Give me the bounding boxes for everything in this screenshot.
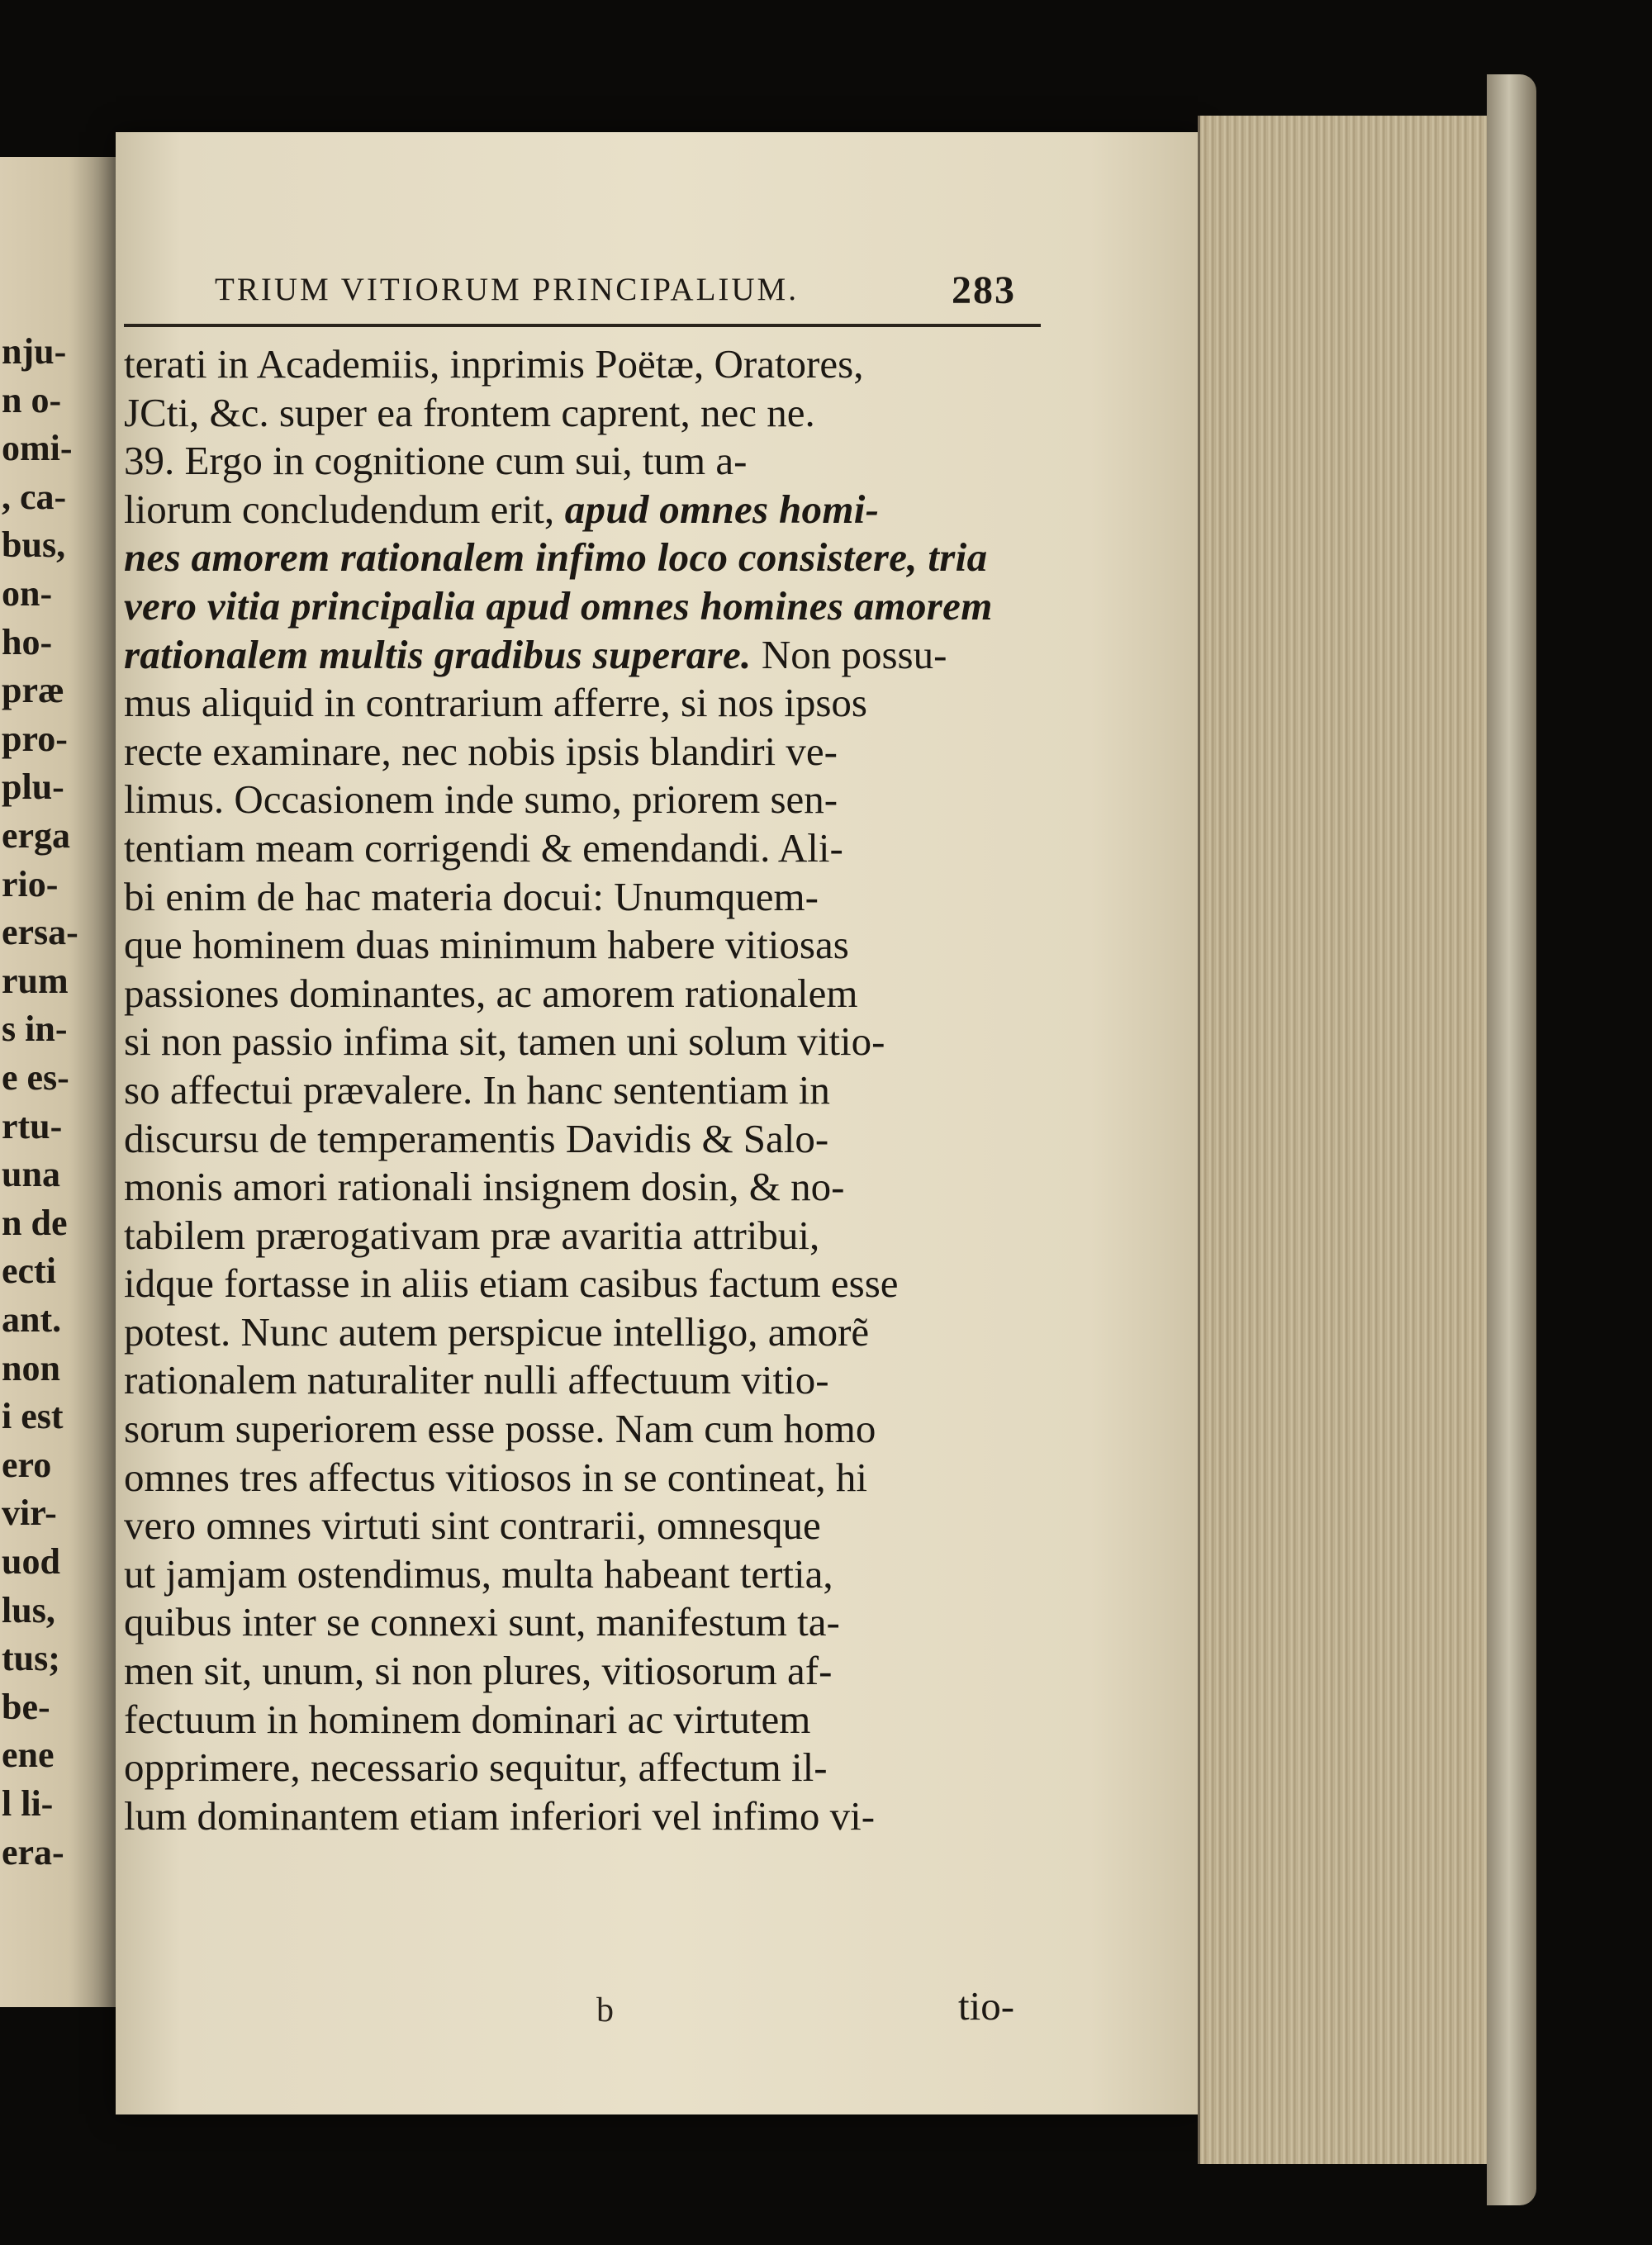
facing-page-fragment: non [2, 1347, 60, 1388]
facing-page-fragment: rum [2, 960, 69, 1001]
text-run: tentiam meam corrigendi & emendandi. Ali- [124, 824, 843, 871]
facing-page-fragment: l li- [2, 1783, 54, 1824]
facing-page-fragment: i est [2, 1396, 64, 1437]
facing-page-fragment: plu- [2, 767, 64, 808]
facing-page-fragment: n de [2, 1202, 68, 1243]
text-line [124, 1356, 1032, 1405]
text-run: lum dominantem etiam inferiori vel infimo vi- [124, 1792, 876, 1839]
facing-page-fragment: nju- [2, 331, 67, 372]
facing-page-fragment: rtu- [2, 1105, 63, 1146]
text-run: que hominem duas minimum habere vitiosas [124, 922, 849, 968]
book-cover-edge [1487, 74, 1536, 2205]
text-line [124, 1598, 1032, 1647]
text-line [124, 1066, 1032, 1115]
page-number: 283 [952, 268, 1016, 312]
page-block-edges [1198, 116, 1498, 2164]
text-run: so affectui prævalere. In hanc sententiam in [124, 1066, 830, 1113]
body-text [124, 340, 1032, 1840]
text-run: JCti, &c. super ea frontem caprent, nec ne. [124, 389, 815, 435]
text-run: monis amori rationali insignem dosin, & no- [124, 1164, 845, 1210]
text-run: ut jamjam ostendimus, multa habeant tertia, [124, 1550, 833, 1597]
facing-page-fragment: ho- [2, 621, 53, 662]
text-line [124, 389, 1032, 438]
text-run: 39. Ergo in cognitione cum sui, tum a- [124, 438, 748, 484]
text-line [124, 1502, 1032, 1550]
text-run: si non passio infima sit, tamen uni solum vitio- [124, 1018, 885, 1065]
facing-page-fragment: uod [2, 1541, 60, 1582]
text-line [124, 582, 1032, 631]
facing-page-fragment: bus, [2, 524, 66, 566]
text-run: fectuum in hominem dominari ac virtutem [124, 1696, 811, 1742]
facing-page-fragment: tus; [2, 1638, 60, 1679]
text-line [124, 776, 1032, 824]
text-run: bi enim de hac materia docui: Unumquem- [124, 873, 819, 919]
text-line [124, 1115, 1032, 1164]
text-run: idque fortasse in aliis etiam casibus factum esse [124, 1260, 899, 1307]
text-line [124, 1647, 1032, 1696]
text-run: opprimere, necessario sequitur, affectum il- [124, 1744, 828, 1791]
text-run: discursu de temperamentis Davidis & Salo- [124, 1115, 829, 1161]
text-line [124, 631, 1032, 680]
text-run: mus aliquid in contrarium afferre, si nos ipsos [124, 680, 867, 726]
text-line [124, 534, 1032, 582]
facing-page-fragment: præ [2, 670, 64, 711]
italic-text-run: rationalem multis gradibus superare. [124, 631, 752, 677]
facing-page-fragment: rio- [2, 863, 59, 904]
text-line [124, 1018, 1032, 1066]
facing-page-fragment: s in- [2, 1009, 68, 1050]
text-line [124, 1454, 1032, 1502]
text-line [124, 1308, 1032, 1357]
text-run: tabilem prærogativam præ avaritia attribui, [124, 1212, 820, 1258]
text-line [124, 728, 1032, 776]
text-line [124, 1163, 1032, 1212]
facing-page-fragment: vir- [2, 1493, 57, 1534]
facing-page-fragment: e es- [2, 1057, 69, 1098]
text-run: quibus inter se connexi sunt, manifestum ta- [124, 1599, 840, 1645]
text-run: liorum concludendum erit, [124, 486, 555, 532]
text-line [124, 824, 1032, 873]
text-line [124, 1744, 1032, 1792]
italic-text-run: apud omnes homi- [554, 486, 880, 532]
text-line [124, 437, 1032, 486]
text-run: men sit, unum, si non plures, vitiosorum af- [124, 1648, 833, 1694]
header-rule [124, 324, 1041, 327]
text-run: rationalem naturaliter nulli affectuum vitio- [124, 1357, 829, 1403]
text-line [124, 486, 1032, 534]
facing-page-fragment: pro- [2, 718, 68, 759]
running-title: TRIUM VITIORUM PRINCIPALIUM. [215, 272, 799, 307]
facing-page-fragment: erga [2, 815, 71, 856]
facing-page-edge [0, 157, 116, 2007]
text-run: recte examinare, nec nobis ipsis blandiri ve- [124, 728, 838, 774]
text-run: omnes tres affectus vitiosos in se contineat, hi [124, 1454, 867, 1500]
text-line [124, 1260, 1032, 1308]
text-run: sorum superiorem esse posse. Nam cum homo [124, 1406, 876, 1452]
text-line [124, 921, 1032, 970]
text-line [124, 679, 1032, 728]
italic-text-run: vero vitia principalia apud omnes homines amorem [124, 582, 993, 629]
facing-page-fragment: una [2, 1154, 60, 1195]
facing-page-fragment: omi- [2, 428, 73, 469]
text-line [124, 340, 1032, 389]
facing-page-fragment: ersa- [2, 912, 78, 953]
text-run: potest. Nunc autem perspicue intelligo, amorẽ [124, 1308, 870, 1355]
facing-page-fragment: ero [2, 1444, 52, 1485]
text-line [124, 873, 1032, 922]
italic-text-run: nes amorem rationalem infimo loco consistere, tria [124, 534, 988, 581]
text-run: passiones dominantes, ac amorem rationalem [124, 970, 858, 1016]
facing-page-fragment: be- [2, 1686, 50, 1727]
running-head [215, 268, 1016, 320]
facing-page-fragment: era- [2, 1831, 64, 1872]
signature-mark: b [596, 1991, 614, 2029]
text-line [124, 1792, 1032, 1841]
text-line [124, 1696, 1032, 1744]
text-run: limus. Occasionem inde sumo, priorem sen- [124, 776, 838, 823]
facing-page-fragment: , ca- [2, 476, 67, 517]
facing-page-fragment: ecti [2, 1251, 56, 1292]
facing-page-fragment: n o- [2, 379, 62, 420]
text-line [124, 970, 1032, 1018]
text-run: Non possu- [751, 631, 947, 677]
catchword: tio- [958, 1983, 1015, 2029]
text-line [124, 1550, 1032, 1599]
text-run: terati in Academiis, inprimis Poëtæ, Oratores, [124, 341, 864, 387]
facing-page-fragment: ene [2, 1735, 55, 1776]
text-line [124, 1212, 1032, 1260]
facing-page-fragment: lus, [2, 1589, 55, 1630]
facing-page-fragment: on- [2, 573, 53, 614]
text-line [124, 1405, 1032, 1454]
text-run: vero omnes virtuti sint contrarii, omnesque [124, 1502, 821, 1549]
facing-page-fragment: ant. [2, 1299, 62, 1340]
